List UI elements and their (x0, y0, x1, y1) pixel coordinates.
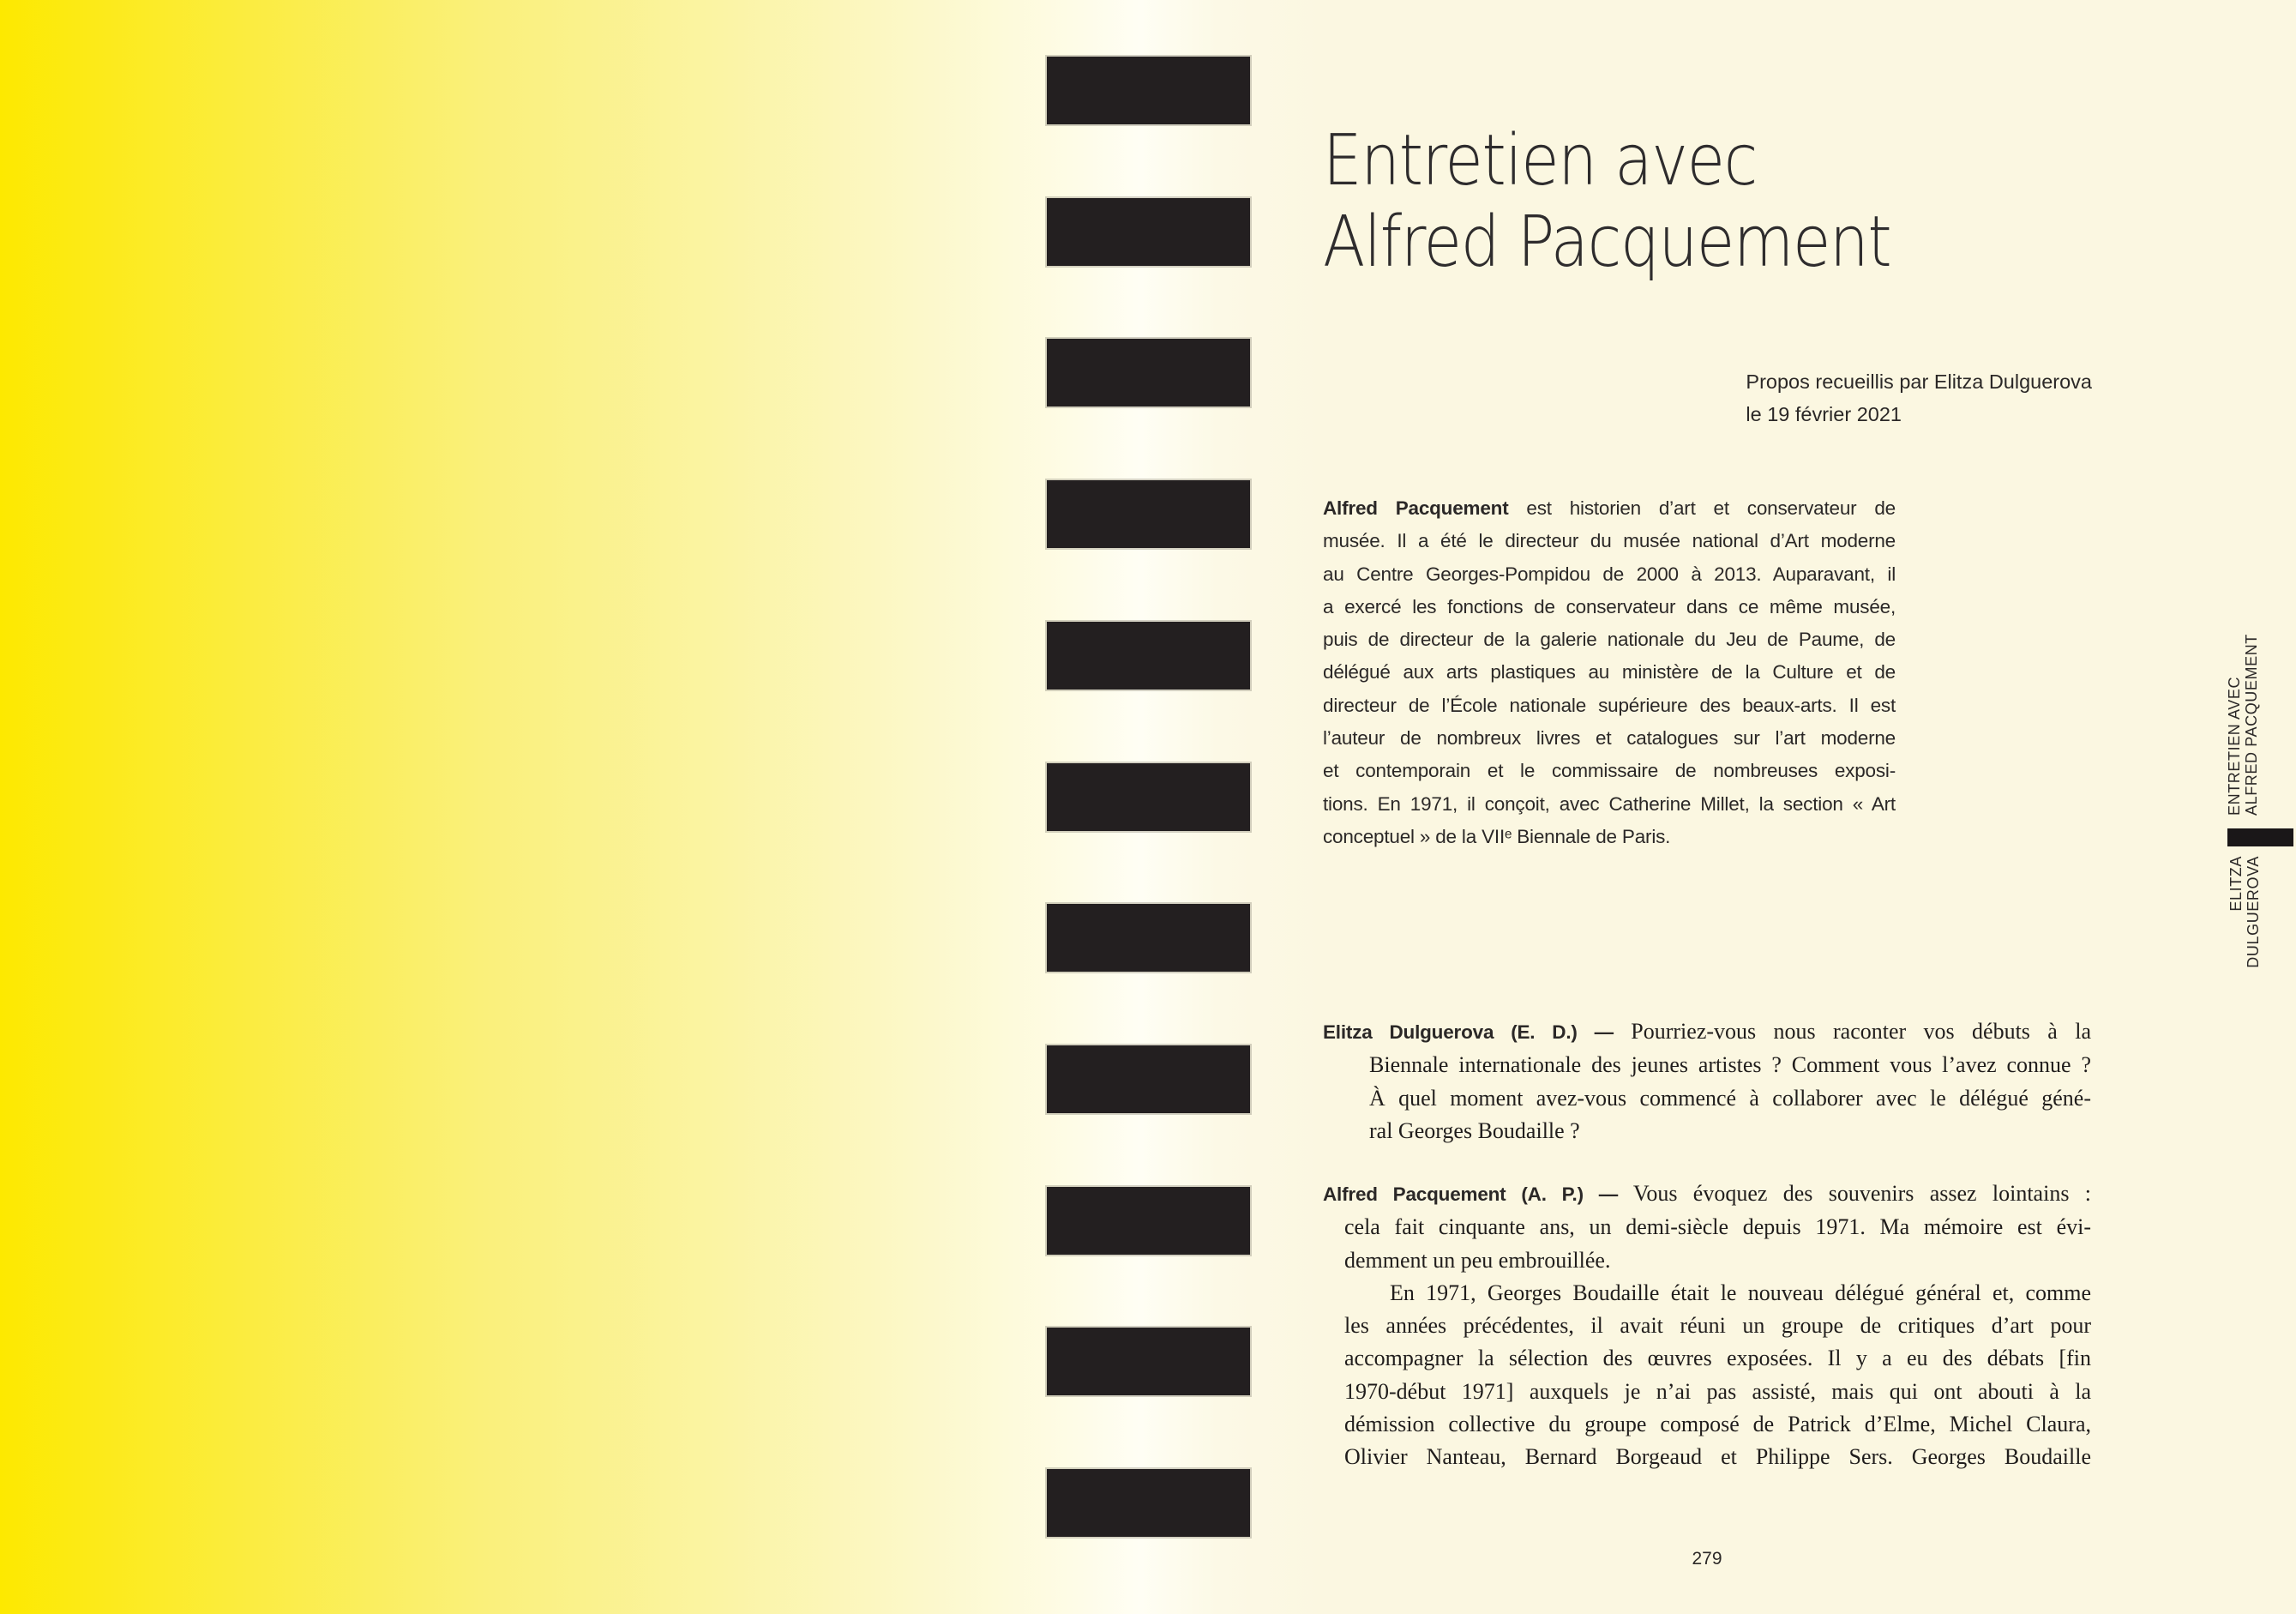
text-line: démission collective du groupe composé de Patrick d’Elme, Michel Claura, (1344, 1412, 2091, 1437)
running-head-vertical (2226, 634, 2260, 816)
bio-paragraph (1323, 492, 1896, 853)
running-author-line1: ELITZA (2227, 856, 2245, 912)
attribution-line1: Propos recueillis par Elitza Dulguerova (1746, 370, 2092, 393)
running-author-vertical (2227, 856, 2262, 1053)
decor-block (1047, 622, 1250, 690)
decor-block (1047, 763, 1250, 831)
running-head-line1: ENTRETIEN AVEC (2226, 676, 2243, 816)
text-line: Alfred Pacquement est historien d’art et conservateur de (1323, 497, 1896, 519)
decor-block (1047, 1469, 1250, 1537)
text-line: 1970-début 1971] auxquels je n’ai pas assisté, mais qui ont abouti à la (1344, 1378, 2091, 1404)
page-title-line2: Alfred Pacquement (1323, 202, 1891, 283)
decor-block (1047, 1045, 1250, 1113)
decor-block (1047, 1187, 1250, 1255)
text-line: musée. Il a été le directeur du musée national d’Art moderne (1323, 530, 1896, 552)
sidebar-divider-bar (2227, 828, 2293, 846)
decor-block (1047, 1328, 1250, 1395)
text-line: délégué aux arts plastiques au ministère de la Culture et de (1323, 661, 1896, 684)
decor-block (1047, 904, 1250, 972)
text-line: puis de directeur de la galerie nationale du Jeu de Paume, de (1323, 629, 1896, 651)
text-line: accompagner la sélection des œuvres exposées. Il y a eu des débats [fin (1344, 1346, 2091, 1371)
text-line: À quel moment avez-vous commencé à collaborer avec le délégué géné- (1369, 1085, 2091, 1111)
page-title-line1: Entretien avec (1323, 120, 1758, 202)
text-line: conceptuel » de la VIIᵉ Biennale de Paris. (1323, 825, 1671, 847)
text-line: et contemporain et le commissaire de nombreuses exposi- (1323, 760, 1896, 782)
speaker-name: Elitza Dulguerova (E. D.) — (1323, 1021, 1614, 1043)
running-author-line2: DULGUEROVA (2245, 856, 2262, 968)
text-line: ral Georges Boudaille ? (1369, 1117, 1580, 1143)
text-line: En 1971, Georges Boudaille était le nouveau délégué général et, comme (1390, 1280, 2091, 1305)
text-line: tions. En 1971, il conçoit, avec Catherine Millet, la section « Art (1323, 792, 1896, 815)
question-paragraph (1323, 1015, 2091, 1147)
speaker-name: Alfred Pacquement (1323, 497, 1509, 519)
decor-block (1047, 480, 1250, 548)
text-line: cela fait cinquante ans, un demi-siècle depuis 1971. Ma mémoire est évi- (1344, 1214, 2091, 1240)
text-line: au Centre Georges-Pompidou de 2000 à 2013. Auparavant, il (1323, 563, 1896, 585)
decor-block (1047, 198, 1250, 266)
answer-paragraph (1323, 1177, 2091, 1474)
text-line: les années précédentes, il avait réuni un groupe de critiques d’art pour (1344, 1313, 2091, 1339)
text-line: a exercé les fonctions de conservateur dans ce même musée, (1323, 595, 1896, 617)
page-number: 279 (1692, 1549, 1722, 1569)
speaker-name: Alfred Pacquement (A. P.) — (1323, 1183, 1619, 1205)
text-line: demment un peu embrouillée. (1344, 1247, 1611, 1273)
running-head-line2: ALFRED PACQUEMENT (2243, 634, 2260, 816)
text-line: Alfred Pacquement (A. P.) — Vous évoquez des souvenirs assez lointains : (1323, 1181, 2091, 1206)
page-title (1323, 120, 1890, 283)
text-line: l’auteur de nombreux livres et catalogues sur l’art moderne (1323, 727, 1896, 750)
attribution (1746, 365, 2092, 431)
attribution-line2: le 19 février 2021 (1746, 403, 1902, 425)
text-line: Biennale internationale des jeunes artistes ? Comment vous l’avez connue ? (1369, 1052, 2091, 1078)
decor-block (1047, 57, 1250, 124)
text-line: Elitza Dulguerova (E. D.) — Pourriez-vous nous raconter vos débuts à la (1323, 1019, 2091, 1044)
decor-block (1047, 339, 1250, 407)
text-line: Olivier Nanteau, Bernard Borgeaud et Philippe Sers. Georges Boudaille (1344, 1444, 2091, 1470)
text-line: directeur de l’École nationale supérieure des beaux-arts. Il est (1323, 694, 1896, 716)
